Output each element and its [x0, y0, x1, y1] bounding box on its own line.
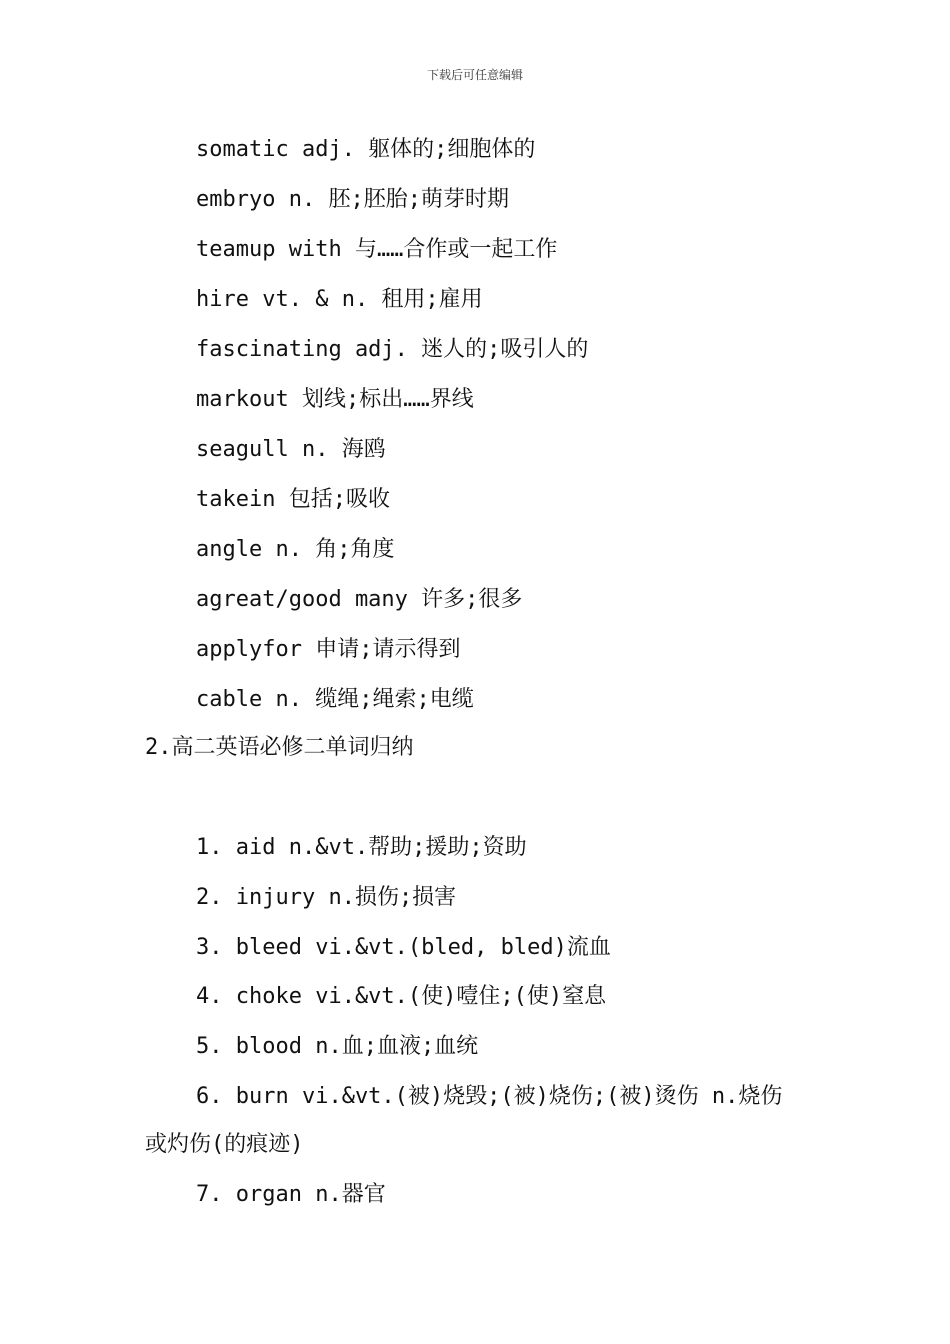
vocab-entry: cable n. 缆绳;绳索;电缆: [196, 687, 474, 712]
vocab-entry: angle n. 角;角度: [196, 537, 395, 562]
vocab-entry: teamup with 与……合作或一起工作: [196, 237, 558, 262]
vocab-entry: fascinating adj. 迷人的;吸引人的: [196, 337, 589, 362]
vocab-entry: embryo n. 胚;胚胎;萌芽时期: [196, 187, 509, 212]
numbered-vocab-entry: 5. blood n.血;血液;血统: [196, 1034, 479, 1059]
vocab-entry: hire vt. & n. 租用;雇用: [196, 287, 483, 312]
vocab-entry: takein 包括;吸收: [196, 487, 390, 512]
numbered-vocab-entry: 4. choke vi.&vt.(使)噎住;(使)窒息: [196, 984, 607, 1009]
vocab-entry: applyfor 申请;请示得到: [196, 637, 461, 662]
numbered-vocab-entry: 6. burn vi.&vt.(被)烧毁;(被)烧伤;(被)烫伤 n.烧伤: [196, 1084, 783, 1109]
numbered-vocab-entry: 2. injury n.损伤;损害: [196, 885, 457, 910]
numbered-vocab-entry-continuation: 或灼伤(的痕迹): [145, 1132, 304, 1157]
vocab-entry: seagull n. 海鸥: [196, 437, 386, 462]
numbered-vocab-entry: 7. organ n.器官: [196, 1182, 386, 1207]
page-header: 下载后可任意编辑: [426, 68, 523, 82]
vocab-entry: markout 划线;标出……界线: [196, 387, 474, 412]
vocab-entry: somatic adj. 躯体的;细胞体的: [196, 137, 536, 162]
vocab-entry: agreat/good many 许多;很多: [196, 587, 523, 612]
numbered-vocab-entry: 1. aid n.&vt.帮助;援助;资助: [196, 835, 527, 860]
section-heading: 2.高二英语必修二单词归纳: [145, 735, 414, 760]
numbered-vocab-entry: 3. bleed vi.&vt.(bled, bled)流血: [196, 935, 611, 960]
